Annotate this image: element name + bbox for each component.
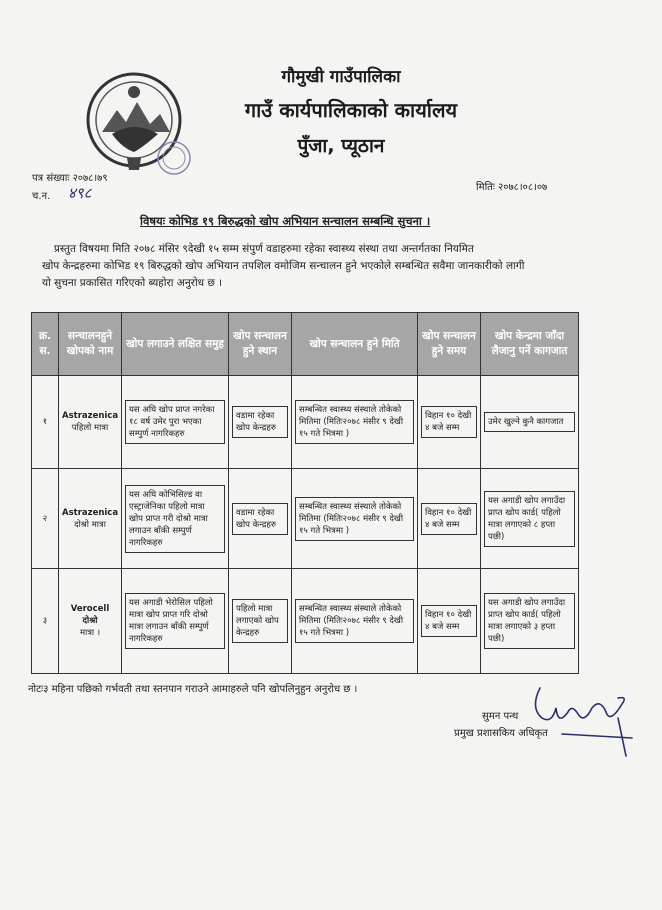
time-cell <box>418 376 481 469</box>
time-text: विहान १० देखी ४ बजे सम्म <box>421 406 477 438</box>
header-cell: खोप सन्चालन हुने समय <box>418 313 481 376</box>
dose-label: मात्रा । <box>79 628 101 638</box>
time-cell <box>418 569 481 674</box>
date-cell <box>292 376 418 469</box>
target-cell <box>122 376 229 469</box>
office-name: गाउँ कार्यपालिकाको कार्यालय <box>244 98 458 122</box>
time-cell <box>418 469 481 569</box>
vaccination-schedule-table <box>31 312 579 674</box>
table-row <box>32 376 579 469</box>
vaccine-cell <box>59 469 122 569</box>
date-cell <box>292 469 418 569</box>
office-location: पुँजा, प्यूठान <box>297 135 385 157</box>
place-cell <box>229 469 292 569</box>
place-text: वडामा रहेका खोप केन्द्रहरु <box>232 503 288 535</box>
serial-cell: २ <box>32 469 59 569</box>
table-header-row <box>32 313 579 376</box>
docs-text: उमेर खुल्ने कुनै कागजात <box>484 412 575 432</box>
municipality-name: गौमुखी गाउँपालिका <box>281 67 401 87</box>
docs-cell <box>481 376 579 469</box>
letter-reference-number: पत्र संख्याः २०७८।७९ <box>32 173 108 184</box>
vaccine-cell <box>59 376 122 469</box>
vaccine-name: Astrazenica <box>62 411 119 421</box>
docs-cell <box>481 469 579 569</box>
vaccine-name: Astrazenica <box>62 507 119 518</box>
header-cell: खोप सन्चालन हुने स्थान <box>229 313 292 376</box>
place-text: पहिलो मात्रा लगाएको खोप केन्द्रहरु <box>232 599 288 643</box>
docs-text: यस अगाडी खोप लगाउँदा प्राप्त खोप कार्ड( पहिलो मात्रा लगाएको ३ हप्ता पछी) <box>484 593 575 649</box>
table-row <box>32 569 579 674</box>
table-row <box>32 469 579 569</box>
date-text: सम्बन्धित स्वास्थ्य संस्थाले तोकेको मितिमा (मितिः२०७८ मंसीर ९ देखी १५ गते भित्रमा ) <box>295 497 414 541</box>
vaccine-cell <box>59 569 122 674</box>
target-text: यस अघि खोप प्राप्त नगरेका १८ वर्ष उमेर पुरा भएका सम्पुर्ण नागरिकहरु <box>125 400 225 444</box>
letter-date: मितिः २०७८।०८।०७ <box>476 182 548 193</box>
handwritten-signature <box>522 668 642 758</box>
date-text: सम्बन्धित स्वास्थ्य संस्थाले तोकेको मितिमा (मितिः२०७८ मंसीर ९ देखी १५ गते भित्रमा ) <box>295 599 414 643</box>
serial-cell: ३ <box>32 569 59 674</box>
dispatch-number: ४९८ <box>68 184 92 202</box>
letter-body <box>42 241 600 292</box>
docs-cell <box>481 569 579 674</box>
body-line: खोप केन्द्रहरुमा कोभिड १९ बिरुद्धको खोप अभियान तपशिल वमोजिम सन्चालन हुने भएकोले सम्बन्धित सवैमा जानकारीको लागी <box>42 260 525 272</box>
signatory-name: सुमन पन्थ <box>482 711 519 722</box>
header-cell: क्र. स. <box>32 313 59 376</box>
signatory-title: प्रमुख प्रशासकिय अधिकृत <box>454 728 548 739</box>
place-cell <box>229 569 292 674</box>
header-cell: खोप सन्चालन हुने मिति <box>292 313 418 376</box>
header-cell: सन्चालनहुने खोपको नाम <box>59 313 122 376</box>
date-cell <box>292 569 418 674</box>
place-text: वडामा रहेका खोप केन्द्रहरु <box>232 406 288 438</box>
time-text: विहान १० देखी ४ बजे सम्म <box>421 503 477 535</box>
vaccine-name: Verocell दोश्रो <box>70 604 110 626</box>
time-text: विहान १० देखी ४ बजे सम्म <box>421 605 477 637</box>
target-cell <box>122 569 229 674</box>
header-cell: खोप लगाउने लक्षित समुह <box>122 313 229 376</box>
serial-cell: १ <box>32 376 59 469</box>
header-cell: खोप केन्द्रमा जाँदा लैजानु पर्ने कागजात <box>481 313 579 376</box>
target-text: यस अघि कोभिसिल्ड वा एस्ट्राजेनिका पहिलो मात्रा खोप प्राप्त गरी दोश्रो मात्रा लगाउन बाँकी सम्पुर्ण नागरिकहरु <box>125 485 225 553</box>
place-cell <box>229 376 292 469</box>
footnote: नोटः३ महिना पछिको गर्भवती तथा स्तनपान गराउने आमाहरुले पनि खोपलिनुहुन अनुरोध छ । <box>28 684 358 695</box>
docs-text: यस अगाडी खोप लगाउँदा प्राप्त खोप कार्ड( पहिलो मात्रा लगाएको ८ हप्ता पछी) <box>484 491 575 547</box>
body-line: प्रस्तुत विषयमा मिति २०७८ मंसिर ९देखी १५ सम्म संपुर्ण वडाहरुमा रहेका स्वास्थ्य संस्था तथा अन्तर्गतका नियमित <box>54 243 474 255</box>
date-text: सम्बन्धित स्वास्थ्य संस्थाले तोकेको मितिमा (मितिः२०७८ मंसीर ९ देखी १५ गते भित्रमा ) <box>295 400 414 444</box>
dose-label: पहिलो मात्रा <box>71 423 109 433</box>
dispatch-label: च.न. <box>32 191 51 202</box>
letter-subject: विषयः कोभिड १९ बिरुद्धको खोप अभियान सन्चालन सम्बन्धि सुचना । <box>140 214 431 228</box>
body-line: यो सुचना प्रकासित गरिएको ब्यहोरा अनुरोध छ । <box>42 277 223 289</box>
target-text: यस अगाडी भेरोसिल पहिलो मात्रा खोप प्राप्त गरि दोश्रो मात्रा लगाउन बाँकी सम्पुर्ण नागरिकहरु <box>125 593 225 649</box>
dose-label: दोश्रो मात्रा <box>74 519 106 530</box>
target-cell <box>122 469 229 569</box>
